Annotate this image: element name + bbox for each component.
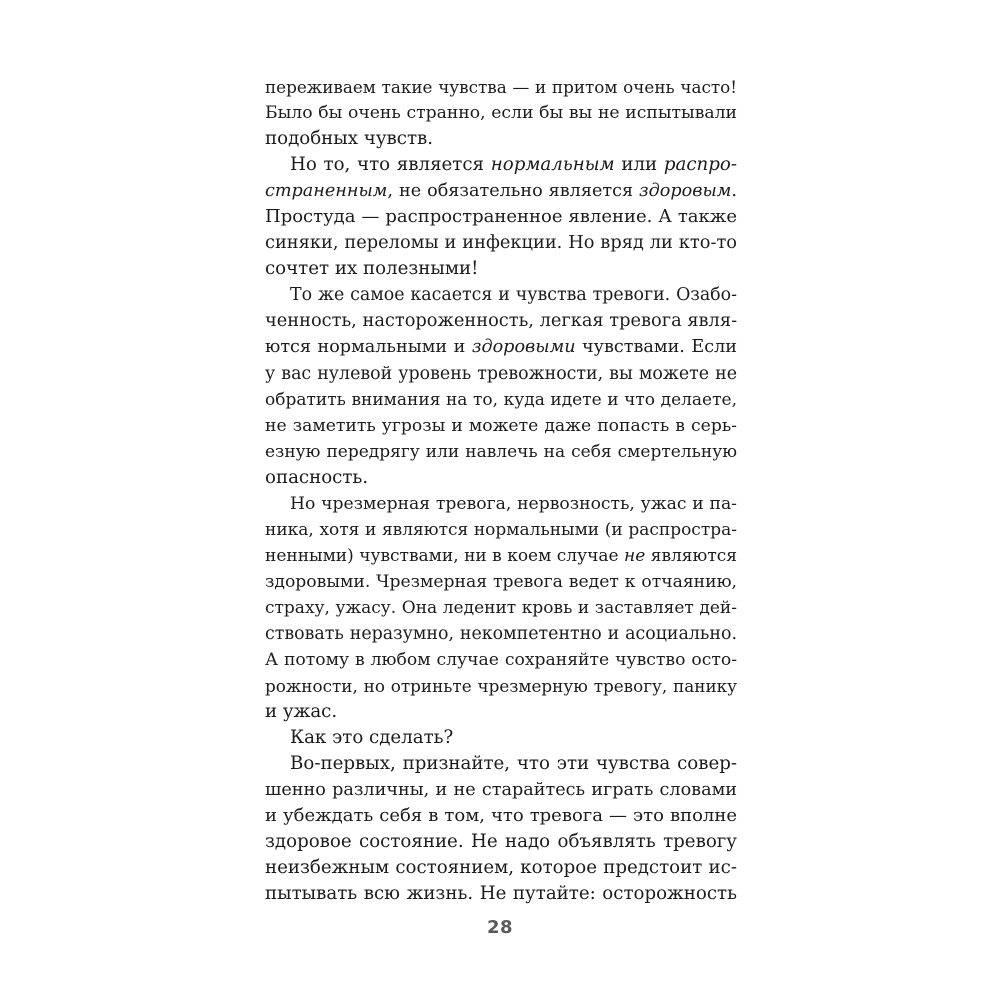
text-line: пытывать всю жизнь. Не путайте: осторожность xyxy=(265,883,737,905)
text-line: ются нормальными и здоровыми чувствами. Если xyxy=(265,337,737,358)
body-text xyxy=(265,74,737,908)
text-line: страненным, не обязательно является здоровым. xyxy=(265,181,737,202)
text-line: и ужас. xyxy=(265,701,338,723)
text-line: ченность, настороженность, легкая тревога явля- xyxy=(265,310,738,332)
text-line: у вас нулевой уровень тревожности, вы можете не xyxy=(265,363,737,384)
text-line: Простуда — распространенное явление. А также xyxy=(265,206,737,228)
text-line: ненными) чувствами, ни в коем случае не являются xyxy=(265,545,737,566)
text-line: подобных чувств. xyxy=(265,128,434,150)
text-line: страху, ужасу. Она леденит кровь и заставляет дей- xyxy=(265,597,737,618)
italic-term: здоровыми xyxy=(471,337,576,358)
text-line: Как это сделать? xyxy=(290,727,454,749)
italic-term: здоровым xyxy=(639,181,732,202)
italic-term: распро- xyxy=(663,154,737,176)
italic-term: не xyxy=(624,545,646,566)
text-line: неизбежным состоянием, которое предстоит ис- xyxy=(265,857,737,879)
text-line: опасность. xyxy=(265,466,369,488)
text-line: обратить внимания на то, куда идете и что делаете, xyxy=(265,389,737,410)
text-line: здоровое состояние. Не надо объявлять тревогу xyxy=(265,831,737,853)
text-line: рожности, но отриньте чрезмерную тревогу, панику xyxy=(265,676,737,697)
text-line: здоровыми. Чрезмерная тревога ведет к отчаянию, xyxy=(265,571,737,592)
text-line: сочтет их полезными! xyxy=(265,258,479,280)
text-line: ствовать неразумно, некомпетентно и асоциально. xyxy=(265,623,737,644)
page-number: 28 xyxy=(486,917,514,938)
text-line: и убеждать себя в том, что тревога — это вполне xyxy=(265,805,737,827)
text-line: переживаем такие чувства — и притом очень часто! xyxy=(265,77,737,97)
italic-term: нормальным xyxy=(490,154,615,176)
text-line: не заметить угрозы и можете даже попасть в серь- xyxy=(265,415,737,436)
text-line: ника, хотя и являются нормальными (и распростра- xyxy=(265,519,737,540)
text-line: Но чрезмерная тревога, нервозность, ужас и па- xyxy=(290,493,737,514)
text-line: То же самое касается и чувства тревоги. Озабо- xyxy=(290,285,737,306)
italic-term: страненным xyxy=(265,181,388,202)
text-line: синяки, переломы и инфекции. Но вряд ли кто-то xyxy=(265,232,737,254)
text-line: Было бы очень странно, если бы вы не испытывали xyxy=(265,103,737,124)
text-line: А потому в любом случае сохраняйте чувство осто- xyxy=(265,650,737,671)
text-line: езную передрягу или навлечь на себя смертельную xyxy=(265,441,737,462)
text-line: Но то, что является нормальным или распро- xyxy=(290,154,737,176)
text-line: шенно различны, и не старайтесь играть словами xyxy=(265,780,737,801)
text-line: Во-первых, признайте, что эти чувства совер- xyxy=(290,753,737,775)
